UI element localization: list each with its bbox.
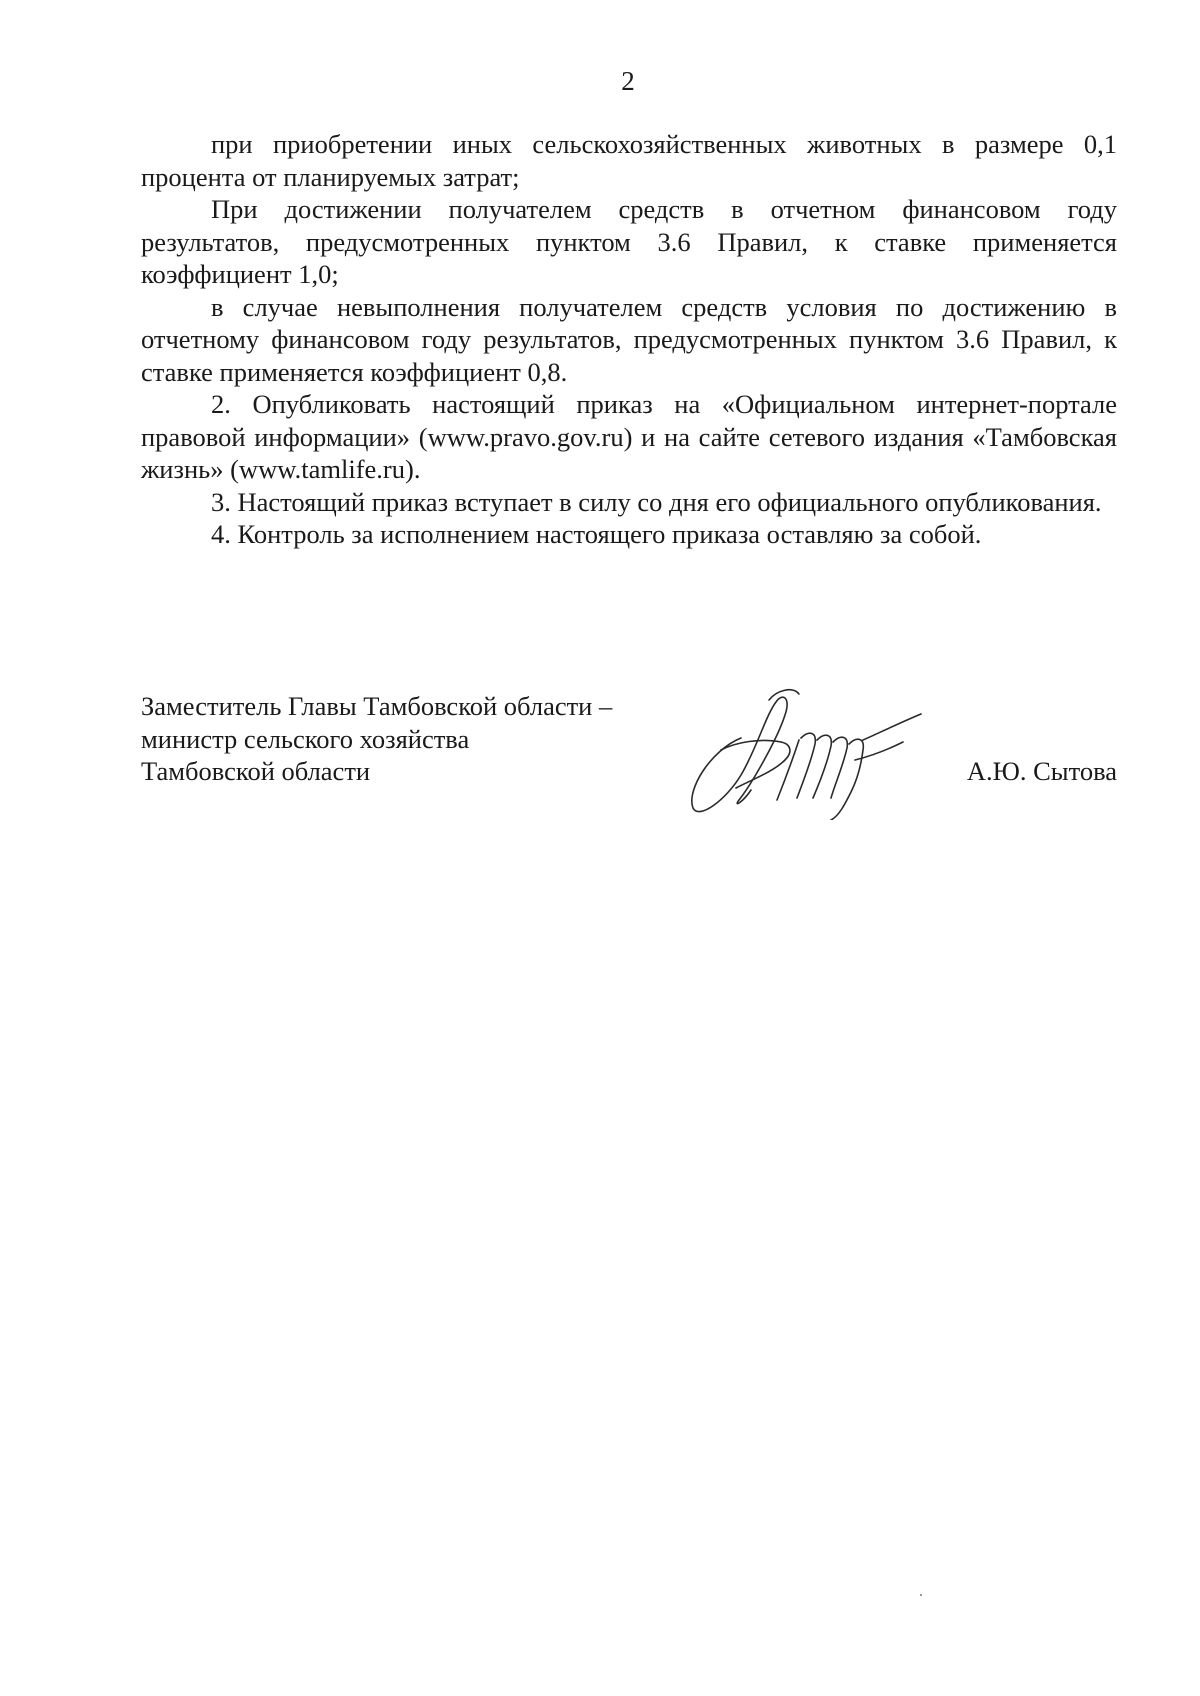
handwritten-signature (681, 680, 941, 820)
signer-name: А.Ю. Сытова (966, 756, 1117, 786)
signer-title-line: министр сельского хозяйства (141, 723, 470, 754)
scan-speck (920, 1594, 922, 1596)
paragraph-publication: 2. Опубликовать настоящий приказ на «Официальном интернет-портале правовой информации» (www.pravo.gov.ru) и на сайте сетевого издания «Тамбовская жизнь» (www.tamlife.ru). (141, 389, 1117, 484)
signer-title-line: Тамбовской области (141, 756, 371, 786)
document-body (141, 128, 1117, 551)
signature-block (141, 690, 1117, 840)
page-number: 2 (621, 66, 635, 96)
paragraph-livestock-rate: при приобретении иных сельскохозяйственных животных в размере 0,1 процента от планируемых затрат; (141, 129, 1117, 192)
paragraph-control: 4. Контроль за исполнением настоящего приказа оставляю за собой. (211, 519, 982, 549)
paragraph-coefficient-achieved: При достижении получателем средств в отчетном финансовом году результатов, предусмотренных пунктом 3.6 Правил, к ставке применяется коэффициент 1,0; (141, 194, 1117, 289)
paragraph-coefficient-not-achieved: в случае невыполнения получателем средств условия по достижению в отчетному финансовом году результатов, предусмотренных пунктом 3.6 Правил, к ставке применяется коэффициент 0,8. (141, 291, 1117, 387)
signer-title (141, 690, 612, 788)
paragraph-entry-into-force: 3. Настоящий приказ вступает в силу со дня его официального опубликования. (211, 486, 1102, 517)
signer-title-line: Заместитель Главы Тамбовской области – (141, 691, 613, 721)
